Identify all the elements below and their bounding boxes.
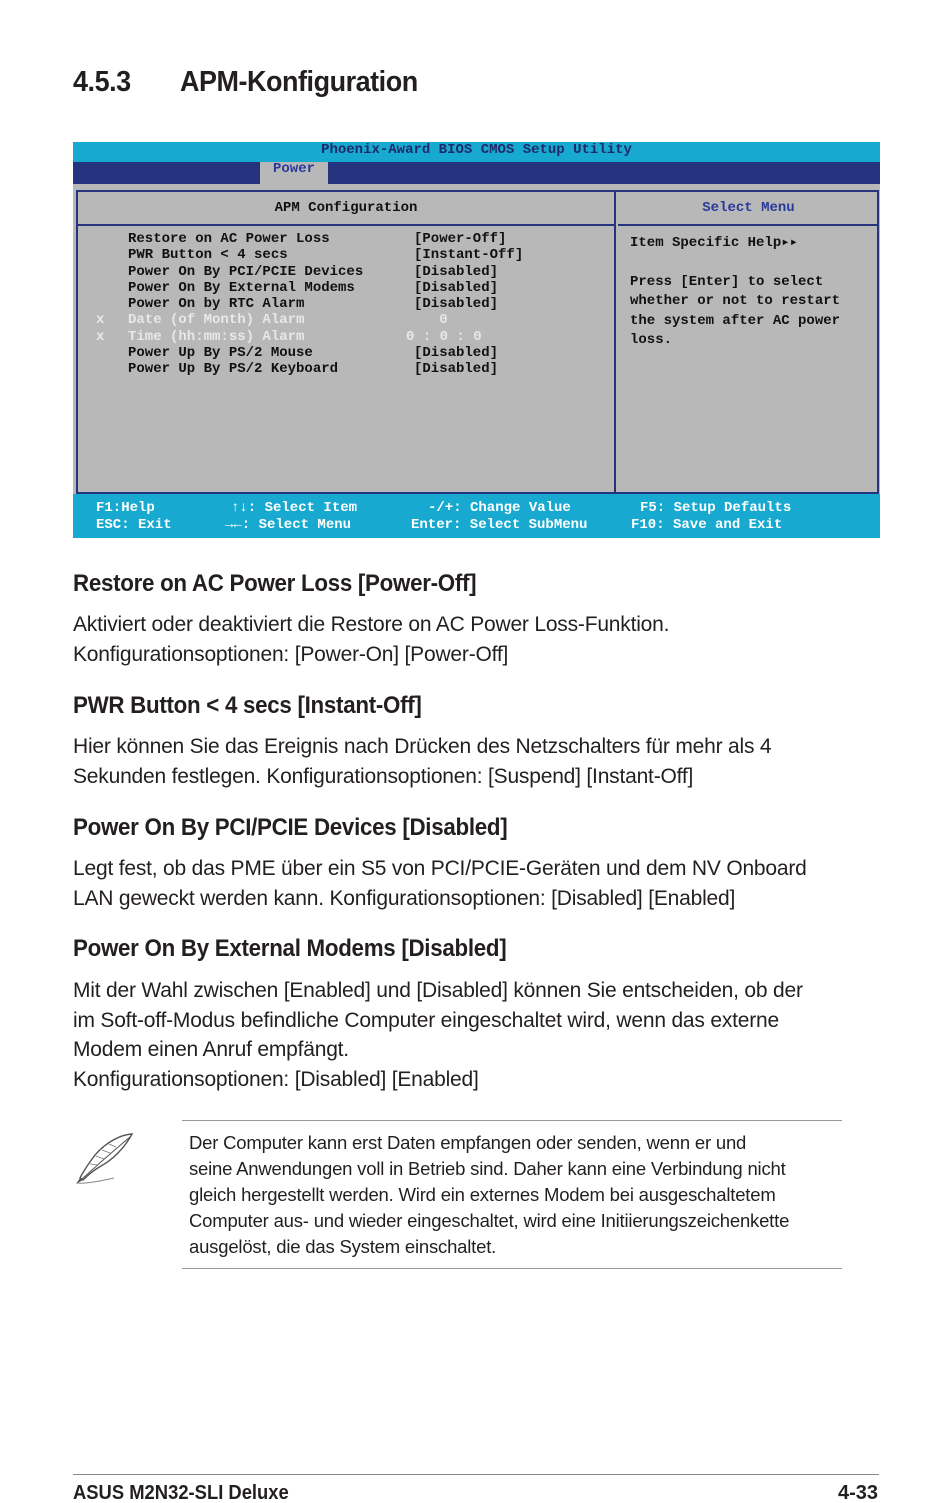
section-number: 4.5.3 [73, 66, 131, 98]
setting-row[interactable] [78, 296, 614, 312]
bios-settings-list [78, 231, 614, 378]
setting-value[interactable]: [Disabled] [414, 279, 499, 296]
footer-page-number: 4-33 [837, 1482, 878, 1503]
desc-line: Aktiviert oder deaktiviert die Restore on AC Power Loss-Funktion. [73, 613, 670, 636]
setting-row[interactable] [78, 345, 614, 361]
bios-help-panel [618, 192, 879, 492]
desc-line: Mit der Wahl zwischen [Enabled] und [Disabled] können Sie entscheiden, ob der [73, 979, 803, 1002]
desc-line: Sekunden festlegen. Konfigurationsoptionen: [Suspend] [Instant-Off] [73, 764, 694, 788]
bios-utility-title: Phoenix-Award BIOS CMOS Setup Utility [73, 142, 880, 162]
bios-panel-title: APM Configuration [78, 192, 614, 226]
setting-value[interactable]: [Disabled] [414, 296, 499, 313]
setting-value[interactable]: [Instant-Off] [414, 247, 524, 264]
setting-label: Restore on AC Power Loss [128, 231, 330, 247]
setting-label: Power Up By PS/2 Keyboard [128, 361, 339, 378]
setting-label: Time (hh:mm:ss) Alarm [128, 328, 305, 345]
bios-frame [76, 190, 879, 494]
desc-line: LAN geweckt werden kann. Konfigurationsoptionen: [Disabled] [Enabled] [73, 886, 736, 910]
setting-row[interactable] [78, 264, 614, 280]
desc-line: Konfigurationsoptionen: [Disabled] [Enabled] [73, 1067, 479, 1091]
setting-value: 0 [414, 312, 448, 329]
bios-screen [73, 142, 880, 538]
setting-row[interactable] [78, 280, 614, 296]
key-esc-exit: ESC: Exit [96, 517, 172, 533]
setting-mark: x [96, 312, 105, 329]
desc-line: Hier können Sie das Ereignis nach Drücken des Netzschalters für mehr als 4 [73, 735, 772, 758]
item-heading: Power On By External Modems [Disabled] [73, 935, 507, 962]
key-save-exit: F10: Save and Exit [631, 517, 783, 533]
note-line: gleich hergestellt werden. Wird ein externes Modem bei ausgeschaltetem [189, 1184, 776, 1205]
key-select-submenu: Enter: Select SubMenu [411, 517, 588, 533]
double-arrow-icon: ▸▸ [781, 235, 799, 251]
key-setup-defaults: F5: Setup Defaults [640, 500, 792, 516]
setting-value[interactable]: [Disabled] [414, 361, 499, 378]
note-top-rule [182, 1120, 842, 1121]
select-menu-title: Select Menu [618, 192, 879, 226]
setting-row-disabled [78, 329, 614, 345]
feather-pen-icon [74, 1131, 136, 1187]
note-line: Computer aus- und wieder eingeschaltet, wird eine Initiierungszeichenkette [189, 1210, 790, 1231]
note-bottom-rule [182, 1268, 842, 1269]
desc-line: Konfigurationsoptionen: [Power-On] [Power-Off] [73, 642, 509, 666]
setting-label: Power On by RTC Alarm [128, 296, 305, 313]
setting-value[interactable]: [Disabled] [414, 345, 499, 362]
key-change-value: -/+: Change Value [428, 500, 571, 516]
desc-line: Modem einen Anruf empfängt. [73, 1038, 349, 1061]
setting-mark: x [96, 328, 105, 345]
key-f1-help: F1:Help [96, 500, 155, 516]
item-help-title [630, 234, 870, 254]
setting-value[interactable]: [Disabled] [414, 263, 499, 280]
setting-label: PWR Button < 4 secs [128, 247, 288, 264]
note-line: Der Computer kann erst Daten empfangen oder senden, wenn er und [189, 1132, 747, 1153]
setting-label: Power On By PCI/PCIE Devices [128, 263, 364, 280]
key-select-menu: →←: Select Menu [225, 517, 352, 533]
item-help-text: Press [Enter] to select whether or not to restart the system after AC power loss. [630, 273, 841, 348]
tab-power[interactable]: Power [260, 162, 328, 184]
item-heading: PWR Button < 4 secs [Instant-Off] [73, 692, 422, 719]
setting-row[interactable] [78, 247, 614, 263]
setting-value[interactable]: [Power-Off] [414, 231, 507, 247]
setting-value: 0 : 0 : 0 [406, 328, 482, 345]
item-description [73, 732, 873, 791]
item-description [73, 854, 873, 913]
setting-label: Power Up By PS/2 Mouse [128, 345, 313, 362]
desc-line: Legt fest, ob das PME über ein S5 von PCI/PCIE-Geräten und dem NV Onboard [73, 857, 807, 880]
setting-label: Date (of Month) Alarm [128, 312, 305, 329]
item-heading: Restore on AC Power Loss [Power-Off] [73, 570, 477, 597]
section-title-text: APM-Konfiguration [179, 66, 418, 98]
setting-row-disabled [78, 312, 614, 328]
bios-menubar [73, 162, 880, 184]
footer-product: ASUS M2N32-SLI Deluxe [73, 1482, 289, 1503]
section-title [73, 66, 418, 99]
bios-main-panel [78, 192, 616, 492]
setting-row[interactable] [78, 231, 614, 247]
note-line: ausgelöst, die das System einschaltet. [189, 1236, 497, 1257]
desc-line: im Soft-off-Modus befindliche Computer eingeschaltet wird, wenn das externe [73, 1008, 779, 1032]
note-line: seine Anwendungen voll in Betrieb sind. Daher kann eine Verbindung nicht [189, 1158, 786, 1179]
key-select-item: ↑↓: Select Item [231, 500, 358, 516]
help-title-text: Item Specific Help [630, 235, 782, 251]
bios-key-legend [73, 494, 880, 538]
item-heading: Power On By PCI/PCIE Devices [Disabled] [73, 814, 508, 841]
setting-row[interactable] [78, 361, 614, 377]
item-description [73, 610, 873, 669]
setting-label: Power On By External Modems [128, 279, 355, 296]
item-description [73, 976, 873, 1094]
item-help [630, 234, 870, 351]
footer-rule [73, 1474, 879, 1475]
note-text [189, 1130, 849, 1260]
